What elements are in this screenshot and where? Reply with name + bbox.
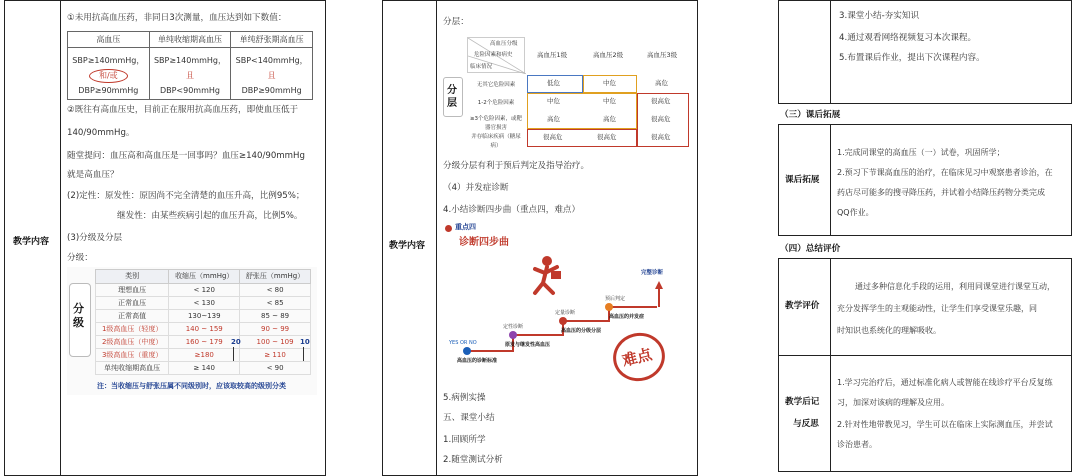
section3-title: （三）课后拓展: [780, 110, 841, 120]
case-line: 5.病例实操: [443, 393, 486, 403]
grade-cell: 正常高值: [96, 310, 169, 323]
reflection-line: 2.针对性地带教见习，学生可以在临床上实际测血压，并尝试: [837, 420, 1053, 429]
history-line: ②既往有高血压史，目前正在服用抗高血压药，即使血压低于: [67, 105, 299, 115]
test-line: 2.随堂测试分析: [443, 455, 503, 465]
reflection-line: 诊治患者。: [837, 440, 877, 449]
key-point-tag: 重点四: [455, 223, 476, 231]
side-column: [383, 1, 437, 475]
grade-cell: 1级高血压（轻度）: [96, 323, 169, 336]
extension-box: [778, 124, 1072, 236]
summary-item: 5.布置课后作业，提出下次课程内容。: [839, 53, 985, 63]
page-3: [770, 0, 1076, 476]
risk-cell: 高危: [655, 79, 668, 87]
reflection-label: 与反思: [793, 419, 819, 429]
bp-criteria-table: [67, 31, 313, 100]
review-line: 1.回顾所学: [443, 435, 486, 445]
question-line: 就是高血压？: [67, 170, 119, 180]
grade-cell: ≥ 140: [169, 362, 240, 375]
grade-cell: 单纯收缩期高血压: [96, 362, 169, 375]
summary-item: 3.课堂小结-夯实知识: [839, 11, 920, 21]
and-or-oval: [89, 69, 128, 83]
grade-cell: < 120: [169, 284, 240, 297]
grade-header: 舒张压（mmHg）: [240, 270, 311, 284]
strat-row-label: 并存临床疾病（糖尿病）: [471, 134, 521, 149]
summary-line: 4.小结诊断四步曲（重点四，难点）: [443, 205, 581, 215]
extension-line: 药店尽可能多的搜寻降压药，并试着小结降压药物分类完成: [837, 188, 1045, 197]
grade-cell: 100 ~ 109: [240, 336, 311, 349]
risk-cell: 很高危: [651, 97, 671, 105]
grade-cell: 正常血压: [96, 297, 169, 310]
evaluation-line: 通过多种信息化手段的运用，利用同课堂进行课堂互动，: [855, 282, 1055, 291]
side-label: 教学内容: [13, 237, 50, 247]
strat-side-text: 分层: [447, 85, 457, 109]
reflection-line: 习，加深对该病的理解及应用。: [837, 398, 949, 407]
extension-line: 1.完成同课堂的高血压（一）试卷，巩固所学；: [837, 148, 1005, 157]
evaluation-line: 充分发挥学生的主观能动性，让学生们享受课堂乐趣，同: [837, 304, 1037, 313]
risk-cell: 中危: [603, 79, 616, 87]
strat-side-badge: [443, 77, 463, 117]
grade-table: [95, 269, 311, 375]
risk-cell: 高危: [603, 115, 616, 123]
step-tag: 定性诊断: [503, 324, 524, 330]
bp-value: 和/或: [98, 71, 118, 80]
page-1: [4, 0, 326, 476]
strat-header: 高血压2级: [593, 51, 624, 59]
grade-side-text: 分级: [73, 302, 84, 329]
section4-title: （四）总结评价: [780, 244, 841, 254]
history-line: 140/90mmHg。: [67, 128, 135, 138]
step-label: 高血压的并发症: [609, 314, 645, 320]
grade-cell: 3级高血压（重度）: [96, 349, 169, 362]
strat-row-label: 无其它危险因素: [476, 82, 516, 88]
grade-cell: < 85: [240, 297, 311, 310]
qualitative-line: 继发性：由某些疾病引起的血压升高，比例5%。: [117, 211, 303, 221]
bp-header-cell: 单纯收缩期高血压: [149, 32, 231, 48]
bp-header-cell: 高血压: [68, 32, 150, 48]
summary-box: [778, 0, 1072, 104]
grade-cell: ≥180: [169, 349, 240, 362]
bp-cell: [149, 48, 231, 100]
grade-cell: 90 ~ 99: [240, 323, 311, 336]
grade-cell: 85 ~ 89: [240, 310, 311, 323]
grade-cell: 130~139: [169, 310, 240, 323]
strat-header: 高血压1级: [537, 51, 568, 59]
risk-cell: 高危: [547, 115, 560, 123]
grade-cell: 160 ~ 179: [169, 336, 240, 349]
evaluation-side: [779, 259, 831, 471]
step-mark-left: 20: [231, 338, 241, 346]
bp-value: DBP≥90mmHg: [78, 86, 139, 95]
bp-value: 且: [267, 71, 276, 80]
bp-header-cell: 单纯舒张期高血压: [231, 32, 313, 48]
step-mark-right: 10: [300, 338, 310, 346]
bp-cell: [68, 48, 150, 100]
strat-header: 高血压3级: [647, 51, 678, 59]
grade-cell: 140 ~ 159: [169, 323, 240, 336]
runner-figure: [535, 256, 561, 293]
extension-label: 课后拓展: [785, 175, 820, 185]
risk-cell: 中危: [547, 97, 560, 105]
step-label: 原发与继发性高血压: [505, 342, 551, 348]
step-tag: YES OR NO: [449, 340, 477, 346]
grade-figure: [67, 267, 317, 395]
summary-item: 4.通过观看网络视频复习本次课程。: [839, 33, 977, 43]
step-label: 高血压的诊断标准: [457, 358, 498, 364]
bp-value: SBP<140mmHg，: [235, 56, 308, 65]
stamp-text: 难点: [620, 345, 654, 370]
side-label: 教学内容: [389, 241, 426, 251]
bp-value: DBP<90mmHg: [159, 86, 220, 95]
grade-cell: 2级高血压（中度）: [96, 336, 169, 349]
grade-cell: < 130: [169, 297, 240, 310]
reflection-line: 1.学习完治疗后，通过标准化病人或智能在线诊疗平台反复练: [837, 378, 1053, 387]
strat-figure: [443, 37, 689, 151]
evaluation-box: [778, 258, 1072, 472]
mid-risk-box: [527, 93, 637, 129]
strat-row-label: ≥3个危险因素，或靶器官损害: [469, 116, 523, 131]
risk-cell: 很高危: [597, 133, 617, 141]
section-heading: 五、课堂小结: [443, 413, 495, 423]
complication-line: （4）并发症诊断: [443, 183, 509, 193]
grade-cell: 理想血压: [96, 284, 169, 297]
step-label: 高血压的分级分层: [561, 328, 602, 334]
extension-line: 2.预习下节课高血压的治疗，在临床见习中观察患者诊治，在: [837, 168, 1053, 177]
strat-note: 分级分层有利于预后判定及指导治疗。: [443, 161, 590, 171]
criteria-line: ①未用抗高血压药，非同日3次测量，血压达到如下数值：: [67, 13, 287, 23]
strat-heading: 分层：: [443, 17, 469, 27]
corner-label: 临床情况: [470, 64, 493, 70]
corner-label: 危险因素和病史: [474, 52, 513, 58]
grade-header: 类别: [96, 270, 169, 284]
corner-label: 高血压分级: [490, 41, 518, 47]
strat-corner: [467, 37, 525, 73]
grade-cell: < 80: [240, 284, 311, 297]
down-arrow-icon: [303, 347, 304, 361]
risk-cell: 很高危: [543, 133, 563, 141]
bp-cell: [231, 48, 313, 100]
evaluation-line: 时知识也系统化的理解吸收。: [837, 326, 941, 335]
row-divider: [779, 355, 1071, 356]
step-tag: 定量诊断: [555, 310, 576, 316]
question-line: 随堂提问：血压高和高血压是一回事吗？血压≥140/90mmHg: [67, 151, 305, 161]
grade-header: 收缩压（mmHg）: [169, 270, 240, 284]
four-step-diagram: [445, 223, 691, 387]
risk-cell: 中危: [603, 97, 616, 105]
page-2: [382, 0, 698, 476]
bp-value: DBP≥90mmHg: [241, 86, 302, 95]
grade-cell: ≥ 110: [240, 349, 311, 362]
strat-row-label: 1-2个危险因素: [477, 100, 515, 106]
qualitative-line: (2)定性：原发性：原因尚不完全清楚的血压升高，比例95%；: [67, 191, 305, 201]
grade-cell: < 90: [240, 362, 311, 375]
reflection-label: 教学后记: [785, 397, 820, 407]
bp-value: SBP≥140mmHg，: [72, 56, 145, 65]
grade-note: 注：当收缩压与舒张压属不同级别时，应该取较高的级别分类: [97, 382, 286, 390]
risk-cell: 低危: [547, 79, 560, 87]
grade-side-badge: [69, 283, 91, 357]
summary-side: [779, 1, 831, 103]
diagram-title: 诊断四步曲: [459, 237, 509, 248]
risk-cell: 很高危: [651, 133, 671, 141]
step-tag: 完整诊断: [641, 270, 664, 276]
down-arrow-icon: [233, 347, 234, 361]
bp-value: SBP≥140mmHg，: [153, 56, 226, 65]
evaluation-label: 教学评价: [785, 301, 820, 311]
risk-cell: 很高危: [651, 115, 671, 123]
bp-value: 且: [185, 71, 194, 80]
step-tag: 预后判定: [605, 296, 626, 302]
grading-heading: (3)分级及分层: [67, 233, 123, 243]
extension-line: QQ作业。: [837, 208, 874, 217]
grading-label: 分级：: [67, 253, 93, 263]
